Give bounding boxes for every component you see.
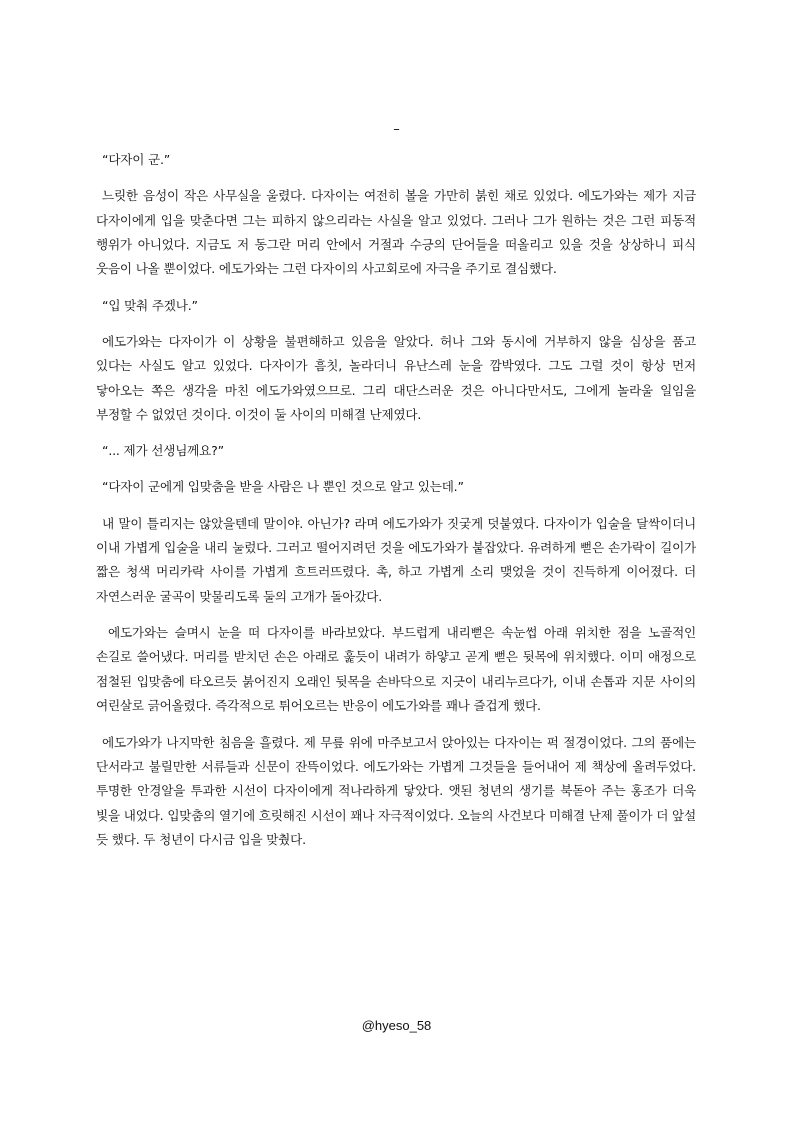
story-body bbox=[96, 148, 696, 864]
paragraph-3: “입 맞춰 주겠나.” bbox=[102, 297, 198, 313]
paragraph-2: 느릿한 음성이 작은 사무실을 울렸다. 다자이는 여전히 볼을 가만히 붉힌 채로 있었다. 에도가와는 제가 지금 다자이에게 입을 맞춘다면 그는 피하지 않으리라는 사실을 알고 있었다. 그러나 그가 원하는 것은 그런 피동적 행위가 아니었다. 지금도 저 동그란 머리 안에서 거절과 수긍의 단어들을 떠올리고 있을 것을 상상하니 피식 웃음이 나올 뿐이었다. 에도가와는 그런 다자이의 사고회로에 자극을 주기로 결심했다. bbox=[96, 188, 696, 277]
paragraph-7: 내 말이 틀리지는 않았을텐데 말이야. 아닌가? 라며 에도가와가 짓궂게 덧붙였다. 다자이가 입술을 달싹이더니 이내 가볍게 입술을 내리 눌렀다. 그러고 떨어지려던 것을 에도가와가 붙잡았다. 유려하게 뻗은 손가락이 길이가 짧은 청색 머리카락 사이를 가볍게 흐트러뜨렸다. 촉, 하고 가볍게 소리 맺었을 것이 진득하게 이어졌다. 더 자연스러운 굴곡이 맞물리도록 둘의 고개가 돌아갔다. bbox=[96, 515, 696, 604]
paragraph-8: 에도가와는 슬며시 눈을 떠 다자이를 바라보았다. 부드럽게 내리뻗은 속눈썹 아래 위치한 점을 노골적인 손길로 쓸어냈다. 머리를 받치던 손은 아래로 훑듯이 내려가 하얗고 곧게 뻗은 뒷목에 위치했다. 이미 애정으로 점철된 입맞춤에 타오르듯 붉어진지 오래인 뒷목을 손바닥으로 지긋이 내리누르다가, 이내 손톱과 지문 사이의 여린살로 긁어올렸다. 즉각적으로 튀어오르는 반응이 에도가와를 꽤나 즐겁게 했다. bbox=[96, 625, 696, 714]
paragraph-5: “... 제가 선생님께요?” bbox=[102, 443, 224, 459]
paragraph-6: “다자이 군에게 입맞춤을 받을 사람은 나 뿐인 것으로 알고 있는데.” bbox=[102, 479, 464, 495]
author-handle: @hyeso_58 bbox=[361, 1018, 432, 1033]
paragraph-9: 에도가와가 나지막한 침음을 흘렸다. 제 무릎 위에 마주보고서 앉아있는 다자이는 퍽 절경이었다. 그의 품에는 단서라고 불릴만한 서류들과 신문이 잔뜩이었다. 에도가와는 가볍게 그것들을 들어내어 제 책상에 올려두었다. 투명한 안경알을 투과한 시선이 다자이에게 적나라하게 닿았다. 앳된 청년의 생기를 북돋아 주는 홍조가 더욱 빛을 내었다. 입맞춤의 열기에 흐릿해진 시선이 꽤나 자극적이었다. 오늘의 사건보다 미해결 난제 풀이가 더 앞설 듯 했다. 두 청년이 다시금 입을 맞췄다. bbox=[96, 734, 696, 848]
header-dash: – bbox=[393, 122, 400, 137]
paragraph-4: 에도가와는 다자이가 이 상황을 불편해하고 있음을 알았다. 허나 그와 동시에 거부하지 않을 심상을 품고 있다는 사실도 알고 있었다. 다자이가 흠칫, 놀라더니 유난스레 눈을 깜박였다. 그도 그럴 것이 항상 먼저 닿아오는 쪽은 생각을 마친 에도가와였으므로. 그리 대단스러운 것은 아니다만서도, 그에게 놀라울 일임을 부정할 수 없었던 것이다. 이것이 둘 사이의 미해결 난제였다. bbox=[96, 333, 696, 423]
paragraph-1: “다자이 군.” bbox=[102, 152, 171, 167]
